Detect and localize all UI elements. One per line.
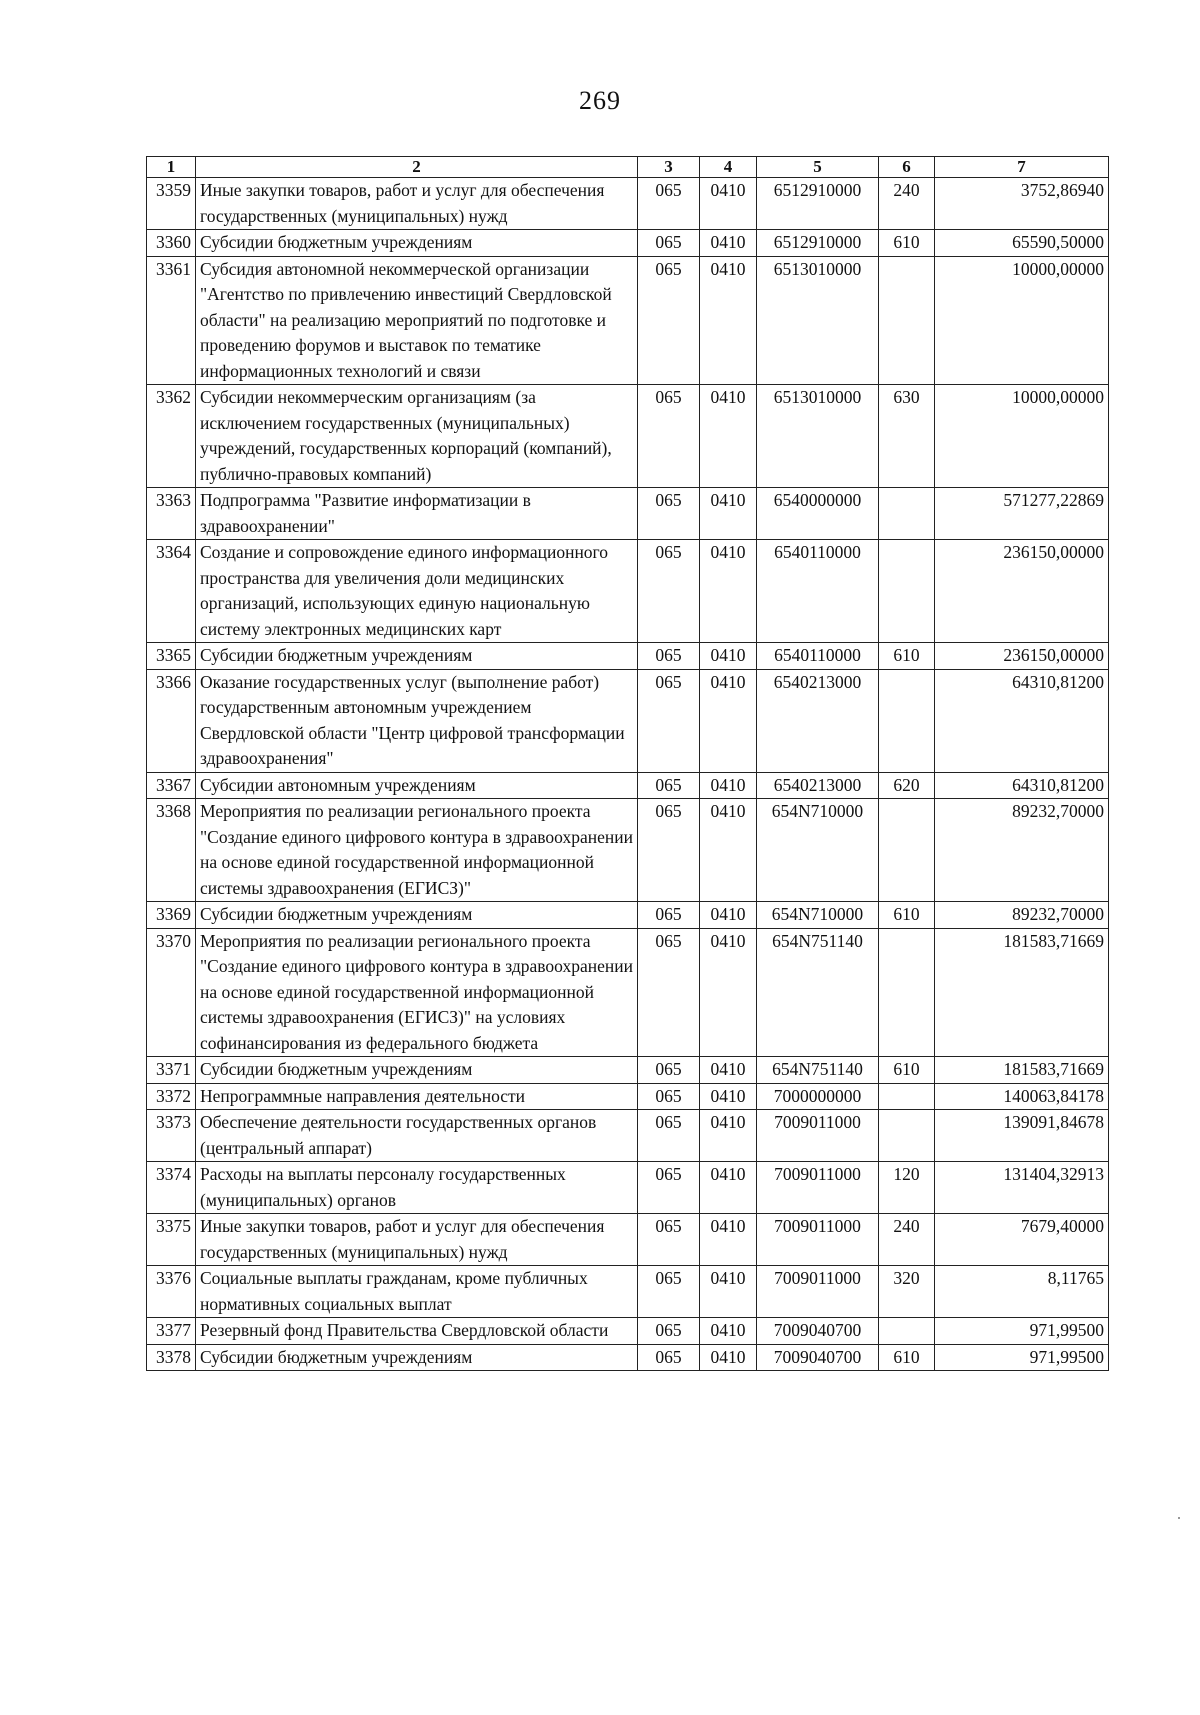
row-number: 3375 (147, 1214, 196, 1266)
budget-table (146, 156, 1109, 1371)
row-amount: 8,11765 (935, 1266, 1109, 1318)
row-code-5: 6513010000 (757, 256, 879, 385)
row-name: Субсидии бюджетным учреждениям (196, 1344, 638, 1371)
row-code-3: 065 (638, 902, 700, 929)
row-amount: 64310,81200 (935, 669, 1109, 772)
row-amount: 571277,22869 (935, 488, 1109, 540)
row-code-5: 654N751140 (757, 928, 879, 1057)
header-cell: 2 (196, 157, 638, 178)
header-cell: 5 (757, 157, 879, 178)
row-name: Резервный фонд Правительства Свердловской области (196, 1318, 638, 1345)
row-code-6: 610 (879, 1344, 935, 1371)
row-code-3: 065 (638, 1318, 700, 1345)
row-code-4: 0410 (700, 1266, 757, 1318)
row-amount: 236150,00000 (935, 540, 1109, 643)
row-amount: 236150,00000 (935, 643, 1109, 670)
row-amount: 10000,00000 (935, 256, 1109, 385)
row-code-5: 6540110000 (757, 540, 879, 643)
row-number: 3373 (147, 1110, 196, 1162)
row-code-3: 065 (638, 669, 700, 772)
row-name: Субсидии бюджетным учреждениям (196, 643, 638, 670)
row-name: Мероприятия по реализации регионального проекта "Создание единого цифрового контура в здравоохранении на основе единой государственной информационной системы здравоохранения (ЕГИСЗ)" на условиях софинансирования из федерального бюджета (196, 928, 638, 1057)
row-code-4: 0410 (700, 488, 757, 540)
header-cell: 3 (638, 157, 700, 178)
row-name: Создание и сопровождение единого информационного пространства для увеличения доли медицинских организаций, использующих единую национальную систему электронных медицинских карт (196, 540, 638, 643)
header-row (147, 157, 1109, 178)
row-code-6 (879, 540, 935, 643)
table-row (147, 1318, 1109, 1345)
row-code-6 (879, 928, 935, 1057)
table-row (147, 488, 1109, 540)
table-row (147, 1083, 1109, 1110)
table-row (147, 1057, 1109, 1084)
row-code-3: 065 (638, 643, 700, 670)
row-amount: 971,99500 (935, 1318, 1109, 1345)
table-row (147, 230, 1109, 257)
row-number: 3377 (147, 1318, 196, 1345)
row-number: 3361 (147, 256, 196, 385)
header-cell: 4 (700, 157, 757, 178)
row-code-6 (879, 799, 935, 902)
row-name: Непрограммные направления деятельности (196, 1083, 638, 1110)
row-code-5: 654N710000 (757, 799, 879, 902)
row-code-6: 120 (879, 1162, 935, 1214)
row-code-4: 0410 (700, 1162, 757, 1214)
row-name: Субсидии бюджетным учреждениям (196, 230, 638, 257)
row-amount: 65590,50000 (935, 230, 1109, 257)
row-code-4: 0410 (700, 385, 757, 488)
row-amount: 10000,00000 (935, 385, 1109, 488)
row-code-3: 065 (638, 1162, 700, 1214)
row-code-4: 0410 (700, 1344, 757, 1371)
row-code-3: 065 (638, 256, 700, 385)
row-code-5: 7009040700 (757, 1344, 879, 1371)
row-code-5: 6512910000 (757, 178, 879, 230)
row-code-5: 7009011000 (757, 1214, 879, 1266)
row-code-6: 610 (879, 902, 935, 929)
row-name: Социальные выплаты гражданам, кроме публичных нормативных социальных выплат (196, 1266, 638, 1318)
row-code-6: 630 (879, 385, 935, 488)
row-code-4: 0410 (700, 669, 757, 772)
table-row (147, 178, 1109, 230)
row-code-6: 240 (879, 178, 935, 230)
row-code-4: 0410 (700, 256, 757, 385)
row-number: 3360 (147, 230, 196, 257)
row-number: 3359 (147, 178, 196, 230)
table-row (147, 928, 1109, 1057)
row-code-6: 240 (879, 1214, 935, 1266)
row-code-5: 6540213000 (757, 669, 879, 772)
row-code-4: 0410 (700, 643, 757, 670)
page-number: 269 (579, 86, 621, 115)
row-amount: 64310,81200 (935, 772, 1109, 799)
row-code-3: 065 (638, 540, 700, 643)
row-amount: 971,99500 (935, 1344, 1109, 1371)
row-name: Субсидии бюджетным учреждениям (196, 902, 638, 929)
row-code-4: 0410 (700, 230, 757, 257)
row-name: Субсидия автономной некоммерческой организации "Агентство по привлечению инвестиций Свердловской области" на реализацию мероприятий по подготовке и проведению форумов и выставок по тематике информационных технологий и связи (196, 256, 638, 385)
row-code-4: 0410 (700, 902, 757, 929)
row-code-5: 7009011000 (757, 1162, 879, 1214)
row-number: 3367 (147, 772, 196, 799)
row-code-4: 0410 (700, 772, 757, 799)
row-amount: 3752,86940 (935, 178, 1109, 230)
row-code-5: 6540213000 (757, 772, 879, 799)
header-cell: 7 (935, 157, 1109, 178)
table-row (147, 1266, 1109, 1318)
row-name: Оказание государственных услуг (выполнение работ) государственным автономным учреждением Свердловской области "Центр цифровой трансформации здравоохранения" (196, 669, 638, 772)
row-code-6: 620 (879, 772, 935, 799)
row-code-5: 7009040700 (757, 1318, 879, 1345)
row-amount: 89232,70000 (935, 902, 1109, 929)
row-code-4: 0410 (700, 1110, 757, 1162)
row-name: Субсидии некоммерческим организациям (за исключением государственных (муниципальных) учреждений, государственных корпораций (компаний), публично-правовых компаний) (196, 385, 638, 488)
row-number: 3368 (147, 799, 196, 902)
row-code-6: 610 (879, 1057, 935, 1084)
row-code-5: 7000000000 (757, 1083, 879, 1110)
row-code-3: 065 (638, 928, 700, 1057)
table-row (147, 256, 1109, 385)
table-row (147, 385, 1109, 488)
row-amount: 139091,84678 (935, 1110, 1109, 1162)
row-amount: 7679,40000 (935, 1214, 1109, 1266)
row-code-4: 0410 (700, 1057, 757, 1084)
row-name: Субсидии автономным учреждениям (196, 772, 638, 799)
row-amount: 89232,70000 (935, 799, 1109, 902)
row-code-3: 065 (638, 1344, 700, 1371)
row-number: 3376 (147, 1266, 196, 1318)
row-name: Обеспечение деятельности государственных органов (центральный аппарат) (196, 1110, 638, 1162)
row-amount: 131404,32913 (935, 1162, 1109, 1214)
row-code-4: 0410 (700, 178, 757, 230)
row-name: Иные закупки товаров, работ и услуг для обеспечения государственных (муниципальных) нужд (196, 178, 638, 230)
row-number: 3365 (147, 643, 196, 670)
row-code-5: 6513010000 (757, 385, 879, 488)
row-code-3: 065 (638, 178, 700, 230)
row-name: Подпрограмма "Развитие информатизации в здравоохранении" (196, 488, 638, 540)
row-code-5: 6540110000 (757, 643, 879, 670)
row-name: Субсидии бюджетным учреждениям (196, 1057, 638, 1084)
row-code-5: 7009011000 (757, 1266, 879, 1318)
row-number: 3369 (147, 902, 196, 929)
table-row (147, 902, 1109, 929)
row-code-5: 654N710000 (757, 902, 879, 929)
row-number: 3363 (147, 488, 196, 540)
row-code-3: 065 (638, 385, 700, 488)
row-code-6 (879, 488, 935, 540)
row-code-3: 065 (638, 1057, 700, 1084)
table-row (147, 1110, 1109, 1162)
row-code-4: 0410 (700, 799, 757, 902)
row-number: 3372 (147, 1083, 196, 1110)
table-row (147, 1214, 1109, 1266)
table-row (147, 772, 1109, 799)
row-number: 3371 (147, 1057, 196, 1084)
row-code-4: 0410 (700, 540, 757, 643)
scan-speck (1178, 1517, 1180, 1519)
table-row (147, 643, 1109, 670)
row-code-3: 065 (638, 1083, 700, 1110)
row-code-3: 065 (638, 1266, 700, 1318)
table-row (147, 799, 1109, 902)
row-number: 3378 (147, 1344, 196, 1371)
row-code-6 (879, 1110, 935, 1162)
row-code-5: 7009011000 (757, 1110, 879, 1162)
row-number: 3366 (147, 669, 196, 772)
row-code-6: 610 (879, 643, 935, 670)
row-code-3: 065 (638, 488, 700, 540)
row-amount: 181583,71669 (935, 928, 1109, 1057)
table-row (147, 669, 1109, 772)
header-cell: 6 (879, 157, 935, 178)
row-name: Иные закупки товаров, работ и услуг для обеспечения государственных (муниципальных) нужд (196, 1214, 638, 1266)
row-amount: 181583,71669 (935, 1057, 1109, 1084)
row-name: Расходы на выплаты персоналу государственных (муниципальных) органов (196, 1162, 638, 1214)
row-code-5: 6512910000 (757, 230, 879, 257)
row-code-6 (879, 669, 935, 772)
row-number: 3364 (147, 540, 196, 643)
row-number: 3370 (147, 928, 196, 1057)
row-code-3: 065 (638, 230, 700, 257)
row-code-3: 065 (638, 799, 700, 902)
table-row (147, 1344, 1109, 1371)
row-code-6: 610 (879, 230, 935, 257)
row-code-6 (879, 1083, 935, 1110)
row-code-4: 0410 (700, 928, 757, 1057)
row-code-5: 6540000000 (757, 488, 879, 540)
row-code-6: 320 (879, 1266, 935, 1318)
row-code-4: 0410 (700, 1214, 757, 1266)
row-code-4: 0410 (700, 1083, 757, 1110)
row-code-5: 654N751140 (757, 1057, 879, 1084)
header-cell: 1 (147, 157, 196, 178)
row-code-6 (879, 1318, 935, 1345)
row-number: 3362 (147, 385, 196, 488)
row-code-3: 065 (638, 1110, 700, 1162)
row-number: 3374 (147, 1162, 196, 1214)
table-row (147, 540, 1109, 643)
table-row (147, 1162, 1109, 1214)
row-name: Мероприятия по реализации регионального проекта "Создание единого цифрового контура в здравоохранении на основе единой государственной информационной системы здравоохранения (ЕГИСЗ)" (196, 799, 638, 902)
row-code-6 (879, 256, 935, 385)
row-code-3: 065 (638, 1214, 700, 1266)
row-code-4: 0410 (700, 1318, 757, 1345)
row-code-3: 065 (638, 772, 700, 799)
row-amount: 140063,84178 (935, 1083, 1109, 1110)
